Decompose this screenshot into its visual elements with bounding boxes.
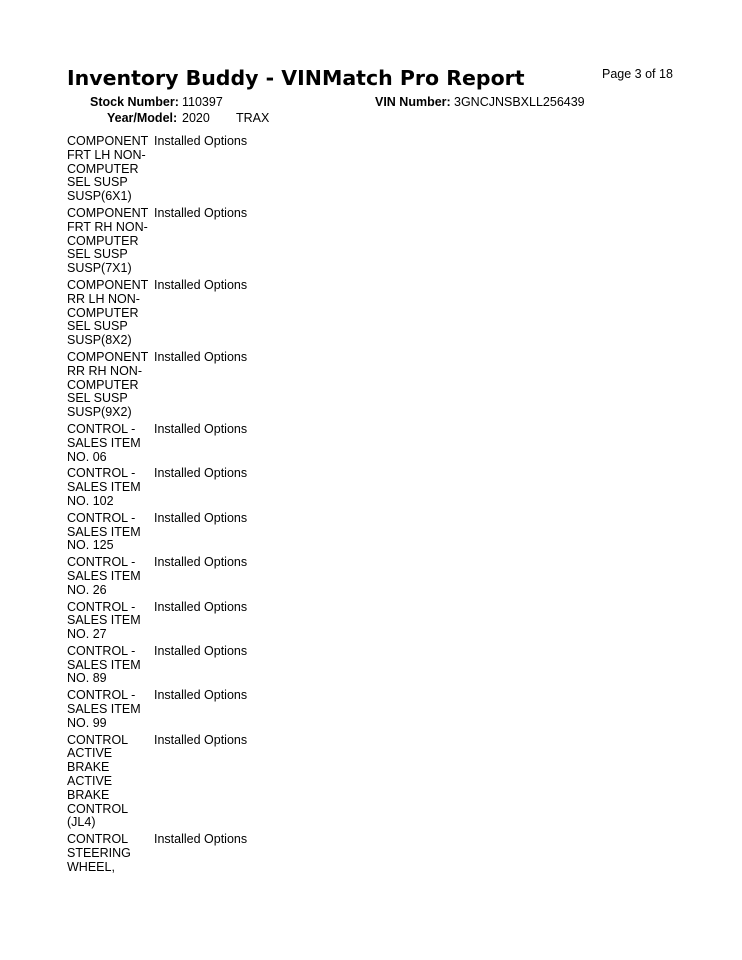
option-name-line: FRT LH NON-	[67, 147, 146, 162]
option-name-line: NO. 27	[67, 627, 107, 642]
option-name-line: NO. 125	[67, 538, 114, 553]
option-name-line: BRAKE	[67, 787, 110, 802]
option-name-line: NO. 102	[67, 493, 114, 508]
option-category: Installed Options	[154, 277, 248, 292]
option-name	[67, 279, 154, 348]
option-name-line: CONTROL -	[67, 510, 136, 525]
option-name-line: COMPUTER	[67, 377, 139, 392]
option-category: Installed Options	[154, 134, 248, 148]
option-name	[67, 645, 154, 686]
option-name-line: CONTROL	[67, 832, 129, 847]
option-name-line: SALES ITEM	[67, 524, 141, 539]
option-row	[67, 734, 247, 831]
option-name-line: ACTIVE	[67, 746, 113, 761]
option-name-line: FRT RH NON-	[67, 219, 148, 234]
option-name	[67, 351, 154, 420]
option-row	[67, 645, 247, 686]
option-name-line: SEL SUSP	[67, 175, 128, 190]
option-category: Installed Options	[154, 555, 248, 570]
option-name-line: CONTROL -	[67, 643, 136, 658]
option-name-line: (JL4)	[67, 815, 96, 830]
model-value: TRAX	[236, 111, 270, 125]
option-category: Installed Options	[154, 421, 248, 436]
option-name-line: CONTROL -	[67, 688, 136, 703]
option-name	[67, 207, 154, 276]
option-name-line: COMPUTER	[67, 305, 139, 320]
option-name-line: SEL SUSP	[67, 391, 128, 406]
option-name-line: CONTROL -	[67, 421, 136, 436]
option-category: Installed Options	[154, 510, 248, 525]
option-name	[67, 556, 154, 597]
option-category: Installed Options	[154, 643, 248, 658]
option-name-line: COMPONENT	[67, 134, 149, 148]
option-row	[67, 207, 247, 276]
option-row	[67, 135, 247, 204]
option-row	[67, 601, 247, 642]
option-name-line: SUSP(8X2)	[67, 333, 132, 348]
option-row	[67, 556, 247, 597]
vin-number-value: 3GNCJNSBXLL256439	[454, 95, 585, 109]
option-name	[67, 833, 154, 874]
option-name-line: CONTROL	[67, 801, 129, 816]
option-row	[67, 833, 247, 874]
page-number: Page 3 of 18	[602, 67, 673, 81]
option-name-line: SALES ITEM	[67, 657, 141, 672]
option-category: Installed Options	[154, 349, 248, 364]
option-name-line: NO. 89	[67, 671, 107, 686]
year-model-label: Year/Model:	[107, 111, 178, 125]
option-name-line: SALES ITEM	[67, 480, 141, 495]
option-row	[67, 423, 247, 464]
option-name-line: NO. 99	[67, 715, 107, 730]
option-name	[67, 512, 154, 553]
option-category: Installed Options	[154, 688, 248, 703]
option-name	[67, 601, 154, 642]
option-name-line: SUSP(7X1)	[67, 261, 132, 276]
option-name-line: COMPONENT	[67, 277, 149, 292]
option-name-line: STEERING	[67, 846, 131, 861]
option-name-line: BRAKE	[67, 760, 110, 775]
option-name-line: SEL SUSP	[67, 247, 128, 262]
option-row	[67, 467, 247, 508]
option-category: Installed Options	[154, 732, 248, 747]
year-value: 2020	[182, 111, 210, 125]
option-name-line: NO. 26	[67, 582, 107, 597]
option-name-line: ACTIVE	[67, 774, 113, 789]
option-row	[67, 689, 247, 730]
option-row	[67, 351, 247, 420]
option-name-line: COMPONENT	[67, 349, 149, 364]
option-name-line: NO. 06	[67, 449, 107, 464]
option-name	[67, 467, 154, 508]
option-category: Installed Options	[154, 205, 248, 220]
option-name-line: SUSP(6X1)	[67, 189, 132, 204]
option-name	[67, 734, 154, 831]
stock-number-value: 110397	[182, 95, 223, 109]
option-name	[67, 689, 154, 730]
option-name-line: COMPUTER	[67, 161, 139, 176]
stock-number-label: Stock Number:	[90, 95, 179, 109]
option-name	[67, 423, 154, 464]
option-category: Installed Options	[154, 832, 248, 847]
option-category: Installed Options	[154, 599, 248, 614]
option-name-line: CONTROL -	[67, 555, 136, 570]
option-name-line: CONTROL	[67, 732, 129, 747]
option-row	[67, 279, 247, 348]
option-name-line: SALES ITEM	[67, 568, 141, 583]
report-title: Inventory Buddy - VINMatch Pro Report	[67, 66, 525, 90]
option-name-line: RR LH NON-	[67, 291, 140, 306]
option-name-line: SALES ITEM	[67, 435, 141, 450]
option-name-line: SEL SUSP	[67, 319, 128, 334]
option-name	[67, 135, 154, 204]
option-category: Installed Options	[154, 466, 248, 481]
option-row	[67, 512, 247, 553]
option-name-line: WHEEL,	[67, 859, 115, 874]
option-name-line: COMPONENT	[67, 205, 149, 220]
option-name-line: CONTROL -	[67, 466, 136, 481]
option-name-line: SALES ITEM	[67, 613, 141, 628]
option-name-line: COMPUTER	[67, 233, 139, 248]
option-name-line: RR RH NON-	[67, 363, 142, 378]
options-list	[67, 135, 247, 878]
option-name-line: SUSP(9X2)	[67, 405, 132, 420]
vin-number-label: VIN Number:	[375, 95, 451, 109]
option-name-line: CONTROL -	[67, 599, 136, 614]
option-name-line: SALES ITEM	[67, 702, 141, 717]
